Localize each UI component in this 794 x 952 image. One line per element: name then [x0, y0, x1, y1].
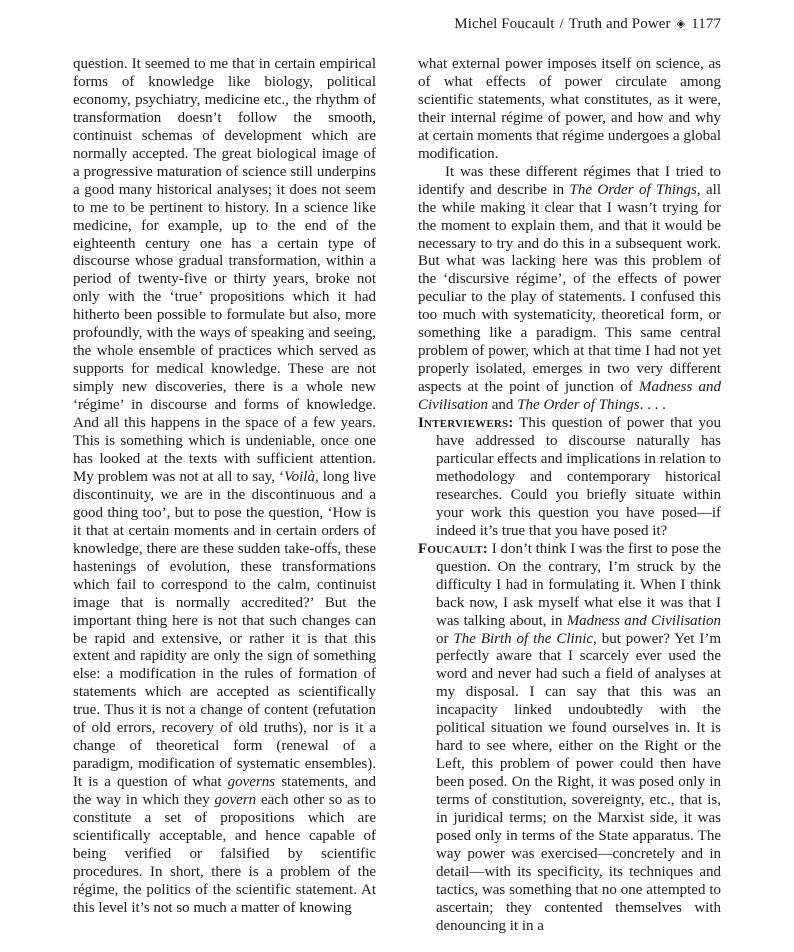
text-run: , but power? Yet I’m perfectly aware that I scarcely ever used the word and never had such a field of analyses at my disposal. I can say that this was an incapacity linked undoubtedly with the political situation we found ourselves in. It is hard to see where, either on the Right or the Left, this problem of power could then have been posed. On the Right, it was posed only in terms of constitution, sovereignty, etc., that is, in juridical terms; on the Marxist side, it was posed only in terms of the State apparatus. The way power was exercised—concretely and in detail—with its specificity, its techniques and tactics, was something that no one attempted to ascertain; they contented themselves with denouncing it in a [436, 630, 721, 934]
text-run: , all the while making it clear that I wasn’t trying for the moment to explain them, and that it would be necessary to try and do this in a subsequent work. But what was lacking here was this problem of the ‘discursive régime’, of the effects of power peculiar to the play of statements. I confused this too much with systematicity, theoretical form, or something like a paradigm. This same central problem of power, which at that time I had not yet properly isolated, emerges in two very different aspects at the point of junction of [418, 181, 721, 396]
diamond-ornament-icon: ◈ [676, 18, 686, 30]
text-run: . . . . [639, 397, 666, 414]
italic-run: Voilà [284, 468, 315, 485]
italic-run: governs [227, 774, 276, 791]
text-run: question. It seemed to me that in certain empirical forms of knowledge like biology, political economy, psychiatry, medicine etc., the rhythm of transformation doesn’t follow the smooth, continuist schemas of development which are normally accepted. The great biological image of a progressive maturation of science still underpins a good many historical analyses; it does not seem to me to be pertinent to history. In a science like medicine, for example, up to the end of the eighteenth century one has a certain type of discourse whose gradual transformation, within a period of twenty-five or thirty years, broke not only with the ‘true’ propositions which it had hitherto been possible to formulate but also, more profoundly, with the ways of speaking and seeing, the whole ensemble of practices which served as supports for medical knowledge. These are not simply new discoveries, there is a whole new ‘régime’ in discourse and forms of knowledge. And all this happens in the space of a few years. This is something which is undeniable, once one has looked at the texts with sufficient attention. My problem was not at all to say, ‘ [73, 56, 376, 485]
text-run: statements, and the way in which they [73, 774, 376, 809]
text-run: each other so as to constitute a set of propositions which are scientifically acceptable, and hence capable of being verified or falsified by scientific procedures. In short, there is a problem of the régime, the politics of the scientific statement. At this level it’s not so much a matter of knowing [73, 792, 377, 916]
text-run: and [488, 397, 518, 414]
text-run: or [436, 630, 454, 647]
text-run: This question of power that you have addressed to discourse naturally has particular effects and implications in relation to methodology and contemporary historical researches. Could you briefly situate within your work this question you have posed—if indeed it’s true that you have posed it? [436, 415, 721, 539]
book-title: The Order of Things [517, 397, 640, 414]
author-name: Michel Foucault [454, 16, 555, 32]
foucault-turn [418, 541, 721, 936]
text-run: , long live discontinuity, we are in the discontinuous and a good thing too’, but to pose the question, ‘How is it that at certain moments and in certain orders of knowledge, there are these sudden take-offs, these hastenings of evolution, these transformations which fail to correspond to the calm, continuist image that is normally accredited?’ But the important thing here is not that such changes can be rapid and extensive, or rather it is that this extent and rapidity are only the sign of something else: a modification in the rules of formation of statements which are accepted as scientifically true. Thus it is not a change of content (refutation of old errors, recovery of old truths), nor is it a change of theoretical form (renewal of a paradigm, modification of systematic ensembles). It is a question of what [73, 468, 376, 791]
interviewers-turn [418, 415, 721, 541]
book-title: The Birth of the Clinic [453, 630, 594, 647]
book-title: The Order of Things [569, 181, 697, 198]
page-number: 1177 [691, 16, 721, 32]
paragraph [73, 56, 376, 918]
running-head [454, 14, 721, 35]
essay-title: Truth and Power [568, 16, 671, 32]
book-title: Madness and Civilisation [566, 612, 721, 629]
italic-run: govern [214, 792, 257, 809]
paragraph: what external power imposes itself on science, as of what effects of power circulate among scientific statements, what constitutes, as it were, their internal régime of power, and how and why at certain moments that régime undergoes a global modification. [418, 56, 721, 162]
text-run: I don’t think I was the first to pose the question. On the contrary, I’m struck by the difficulty I had in formulating it. When I think back now, I ask myself what else it was that I was talking about, in [436, 540, 721, 629]
left-column [73, 56, 376, 918]
speaker-label: Interviewers: [418, 415, 514, 432]
book-title: Madness and Civilisation [418, 379, 722, 414]
paragraph [418, 164, 721, 415]
running-head-separator: / [559, 16, 564, 32]
text-run: It was these different régimes that I tried to identify and describe in [418, 163, 721, 198]
speaker-label: Foucault: [418, 540, 488, 557]
right-column [418, 56, 721, 936]
